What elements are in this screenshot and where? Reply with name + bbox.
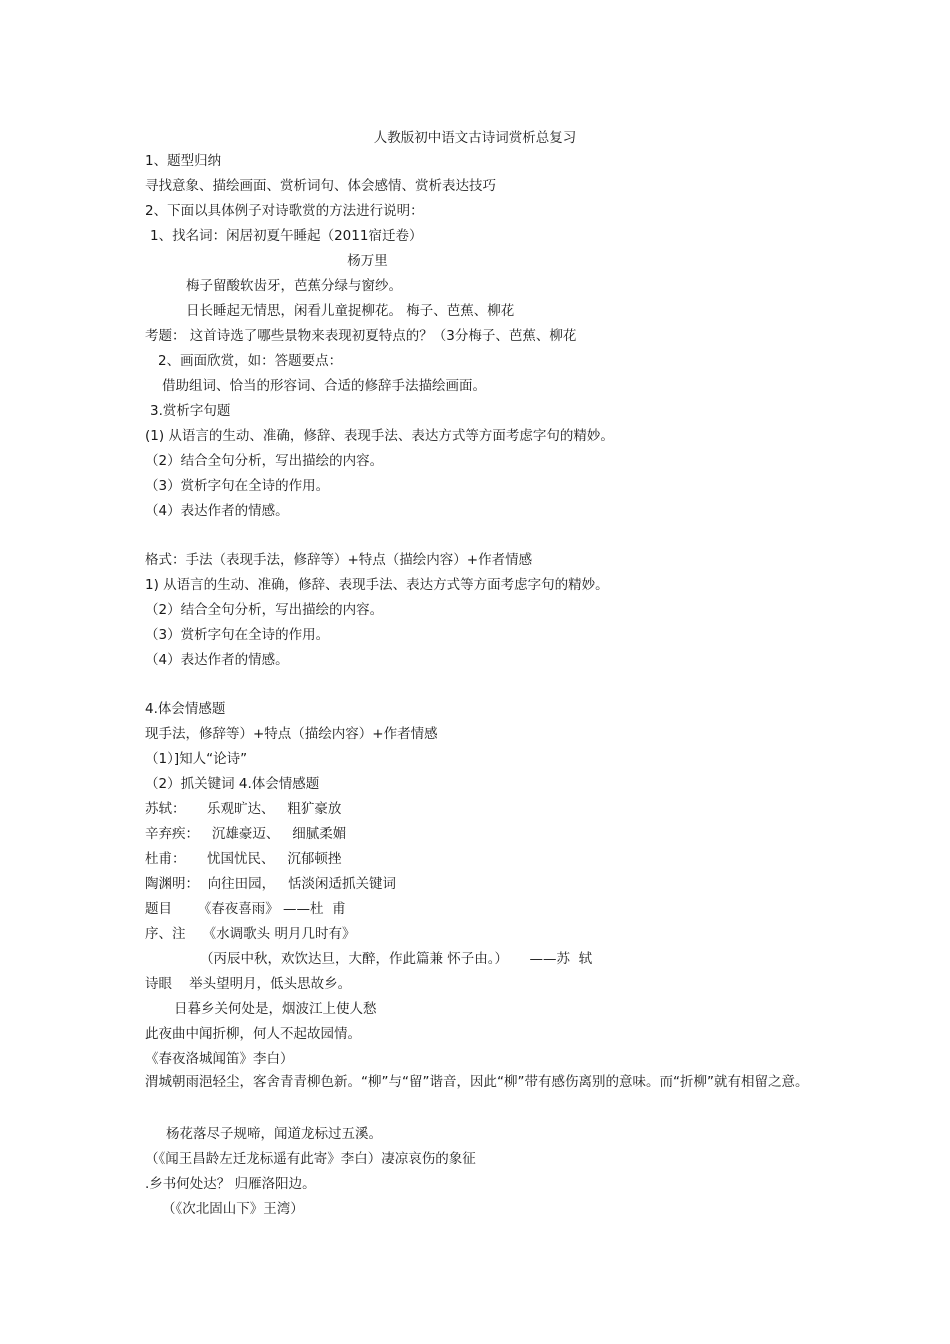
text-line: （2）结合全句分析，写出描绘的内容。 xyxy=(145,453,384,469)
text-line: 1) 从语言的生动、准确，修辞、表现手法、表达方式等方面考虑字句的精妙。 xyxy=(145,577,609,593)
poet-style-line: 辛弃疾： 沉雄豪迈、 细腻柔媚 xyxy=(145,826,347,842)
text-line: (1) 从语言的生动、准确，修辞、表现手法、表达方式等方面考虑字句的精妙。 xyxy=(145,428,614,444)
poem-line: 梅子留酸软齿牙，芭蕉分绿与窗纱。 xyxy=(186,278,402,294)
poem-source: 《春夜洛城闻笛》李白） xyxy=(145,1051,294,1067)
poem-line: .乡书何处达？ 归雁洛阳边。 xyxy=(145,1176,316,1192)
text-line: 题目 《春夜喜雨》 ——杜 甫 xyxy=(145,901,346,917)
poem-line: 杨花落尽子规啼，闻道龙标过五溪。 xyxy=(166,1126,382,1142)
heading-methods: 2、下面以具体例子对诗歌赏的方法进行说明： xyxy=(145,203,424,219)
paragraph-willow: 渭城朝雨浥轻尘，客舍青青柳色新。“柳”与“留”谐音，因此“柳”带有感伤离别的意味。而“折柳”就有相留之意。 xyxy=(145,1074,809,1090)
text-line: （2）抓关键词 4.体会情感题 xyxy=(145,776,320,792)
heading-emotion: 4.体会情感题 xyxy=(145,701,226,717)
text-line: （1）]知人“论诗” xyxy=(145,751,248,767)
heading-picture: 2、画面欣赏，如：答题要点： xyxy=(158,353,343,369)
text-line: 寻找意象、描绘画面、赏析词句、体会感情、赏析表达技巧 xyxy=(145,178,496,194)
text-line: （丙辰中秋，欢饮达旦，大醉，作此篇兼 怀子由。） ——苏 轼 xyxy=(200,951,593,967)
poem-line: 日暮乡关何处是，烟波江上使人愁 xyxy=(174,1001,377,1017)
text-line: 诗眼 举头望明月，低头思故乡。 xyxy=(145,976,352,992)
text-line: （4）表达作者的情感。 xyxy=(145,503,289,519)
poet-style-line: 陶渊明： 向往田园， 恬淡闲适抓关键词 xyxy=(145,876,396,892)
poem-source: （《次北固山下》王湾） xyxy=(162,1201,304,1217)
text-line: 借助组词、恰当的形容词、合适的修辞手法描绘画面。 xyxy=(162,378,486,394)
page-title: 人教版初中语文古诗词赏析总复习 xyxy=(373,130,577,146)
heading-question-types: 1、题型归纳 xyxy=(145,153,222,169)
poem-line: 此夜曲中闻折柳，何人不起故园情。 xyxy=(145,1026,361,1042)
text-line: （4）表达作者的情感。 xyxy=(145,652,289,668)
poet-style-line: 苏轼： 乐观旷达、 粗犷豪放 xyxy=(145,801,342,817)
text-line: 1、找名词：闲居初夏午睡起（2011宿迁卷） xyxy=(150,228,423,244)
text-line: （3）赏析字句在全诗的作用。 xyxy=(145,627,330,643)
text-line: 序、注 《水调歌头 明月几时有》 xyxy=(145,926,356,942)
poem-line: 日长睡起无情思，闲看儿童捉柳花。 梅子、芭蕉、柳花 xyxy=(186,303,515,319)
text-line: 考题： 这首诗选了哪些景物来表现初夏特点的？（3分梅子、芭蕉、柳花 xyxy=(145,328,577,344)
text-line: （2）结合全句分析，写出描绘的内容。 xyxy=(145,602,384,618)
text-line: （3）赏析字句在全诗的作用。 xyxy=(145,478,330,494)
text-line: 现手法，修辞等）+特点（描绘内容）+作者情感 xyxy=(145,726,438,742)
poet-style-line: 杜甫： 忧国忧民、 沉郁顿挫 xyxy=(145,851,342,867)
format-line: 格式：手法（表现手法，修辞等）+特点（描绘内容）+作者情感 xyxy=(145,552,533,568)
poem-source: （《闻王昌龄左迁龙标遥有此寄》李白）凄凉哀伤的象征 xyxy=(145,1151,476,1167)
poem-author: 杨万里 xyxy=(347,253,388,269)
heading-words: 3.赏析字句题 xyxy=(150,403,231,419)
